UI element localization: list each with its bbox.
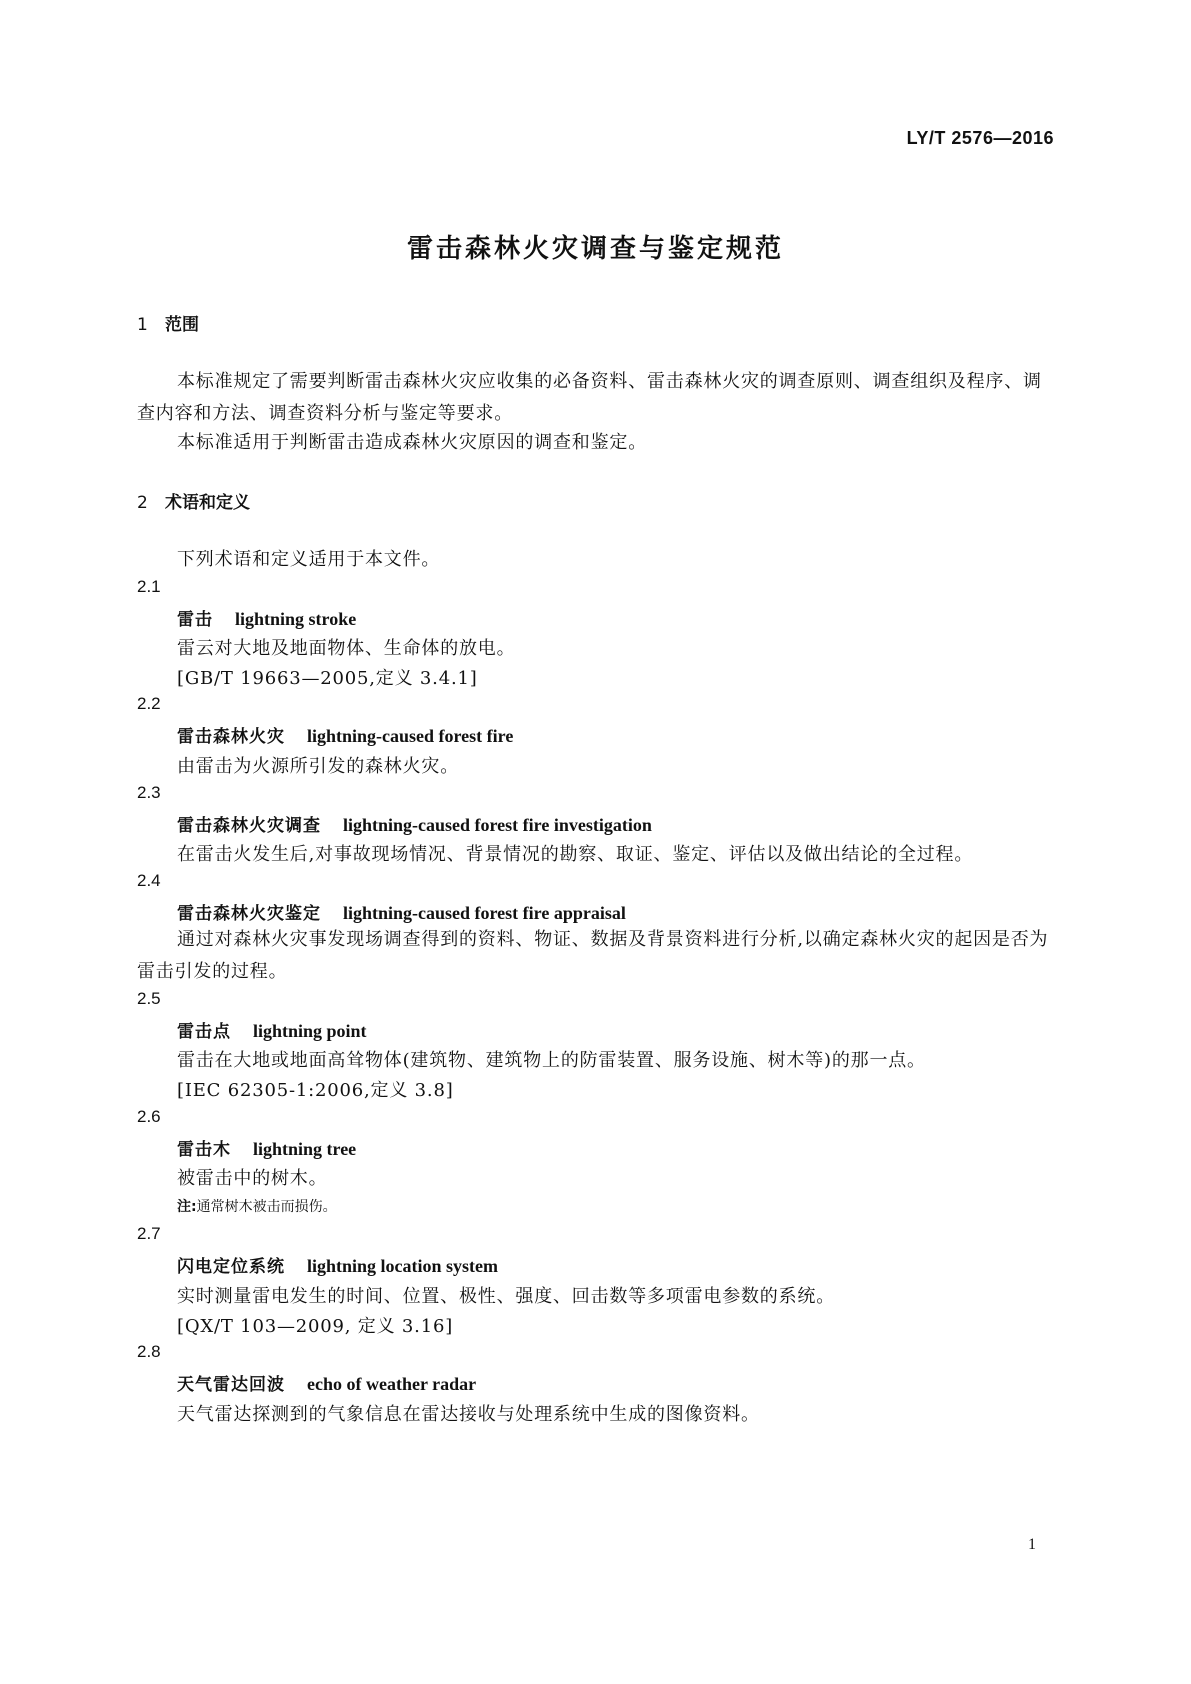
scope-paragraph-2: 本标准适用于判断雷击造成森林火灾原因的调查和鉴定。 [177, 432, 647, 453]
term-source: [GB/T 19663—2005,定义 3.4.1] [177, 668, 478, 689]
term-zh: 雷击森林火灾 [177, 727, 285, 747]
term-note [177, 1196, 337, 1216]
term-heading [177, 1017, 367, 1042]
term-number: 2.3 [137, 783, 161, 802]
section-heading-scope [137, 310, 199, 335]
term-number: 2.1 [137, 577, 161, 596]
term-en: lightning location system [307, 1256, 499, 1276]
term-definition: 在雷击火发生后,对事故现场情况、背景情况的勘察、取证、鉴定、评估以及做出结论的全过程。 [177, 844, 974, 865]
page-number: 1 [1028, 1536, 1036, 1553]
term-source: [IEC 62305-1:2006,定义 3.8] [177, 1080, 454, 1101]
term-zh: 雷击森林火灾调查 [177, 816, 321, 836]
page-title: 雷击森林火灾调查与鉴定规范 [406, 234, 784, 264]
section-number: 1 [137, 315, 148, 335]
term-en: echo of weather radar [307, 1374, 477, 1394]
term-en: lightning stroke [235, 609, 357, 629]
section-title: 术语和定义 [165, 493, 250, 513]
term-heading [177, 811, 652, 836]
term-definition: 由雷击为火源所引发的森林火灾。 [177, 756, 459, 777]
term-zh: 雷击森林火灾鉴定 [177, 904, 321, 924]
term-en: lightning-caused forest fire investigation [343, 815, 652, 835]
term-number: 2.6 [137, 1107, 161, 1126]
term-number: 2.4 [137, 871, 161, 890]
term-en: lightning point [253, 1021, 367, 1041]
term-en: lightning tree [253, 1139, 357, 1159]
term-heading [177, 1370, 476, 1395]
term-zh: 雷击木 [177, 1140, 231, 1160]
term-number: 2.2 [137, 694, 161, 713]
term-number: 2.8 [137, 1342, 161, 1361]
term-number: 2.5 [137, 989, 161, 1008]
term-zh: 雷击点 [177, 1022, 231, 1042]
section-title: 范围 [165, 315, 199, 335]
note-label: 注: [177, 1199, 197, 1215]
term-definition: 雷击在大地或地面高耸物体(建筑物、建筑物上的防雷装置、服务设施、树木等)的那一点。 [177, 1050, 926, 1071]
term-definition: 天气雷达探测到的气象信息在雷达接收与处理系统中生成的图像资料。 [177, 1404, 760, 1425]
term-heading [177, 1135, 356, 1160]
term-definition: 雷云对大地及地面物体、生命体的放电。 [177, 638, 516, 659]
standard-code: LY/T 2576—2016 [906, 128, 1054, 148]
term-definition: 通过对森林火灾事发现场调查得到的资料、物证、数据及背景资料进行分析,以确定森林火灾的起因是否为雷击引发的过程。 [137, 929, 1049, 982]
term-number: 2.7 [137, 1224, 161, 1243]
term-definition: 实时测量雷电发生的时间、位置、极性、强度、回击数等多项雷电参数的系统。 [177, 1286, 835, 1307]
term-zh: 雷击 [177, 610, 213, 630]
term-zh: 天气雷达回波 [177, 1375, 285, 1395]
section-heading-terms [137, 488, 250, 513]
term-heading [177, 722, 513, 747]
term-zh: 闪电定位系统 [177, 1257, 285, 1277]
term-heading [177, 1252, 498, 1277]
scope-paragraph-1: 本标准规定了需要判断雷击森林火灾应收集的必备资料、雷击森林火灾的调查原则、调查组织及程序、调查内容和方法、调查资料分析与鉴定等要求。 [137, 371, 1042, 424]
note-text: 通常树木被击而损伤。 [196, 1199, 337, 1215]
term-en: lightning-caused forest fire appraisal [343, 903, 626, 923]
term-source: [QX/T 103—2009, 定义 3.16] [177, 1316, 454, 1337]
term-heading [177, 899, 626, 924]
terms-intro: 下列术语和定义适用于本文件。 [177, 549, 441, 570]
term-definition: 被雷击中的树木。 [177, 1168, 328, 1189]
term-heading [177, 605, 356, 630]
term-en: lightning-caused forest fire [307, 726, 514, 746]
section-number: 2 [137, 493, 148, 513]
